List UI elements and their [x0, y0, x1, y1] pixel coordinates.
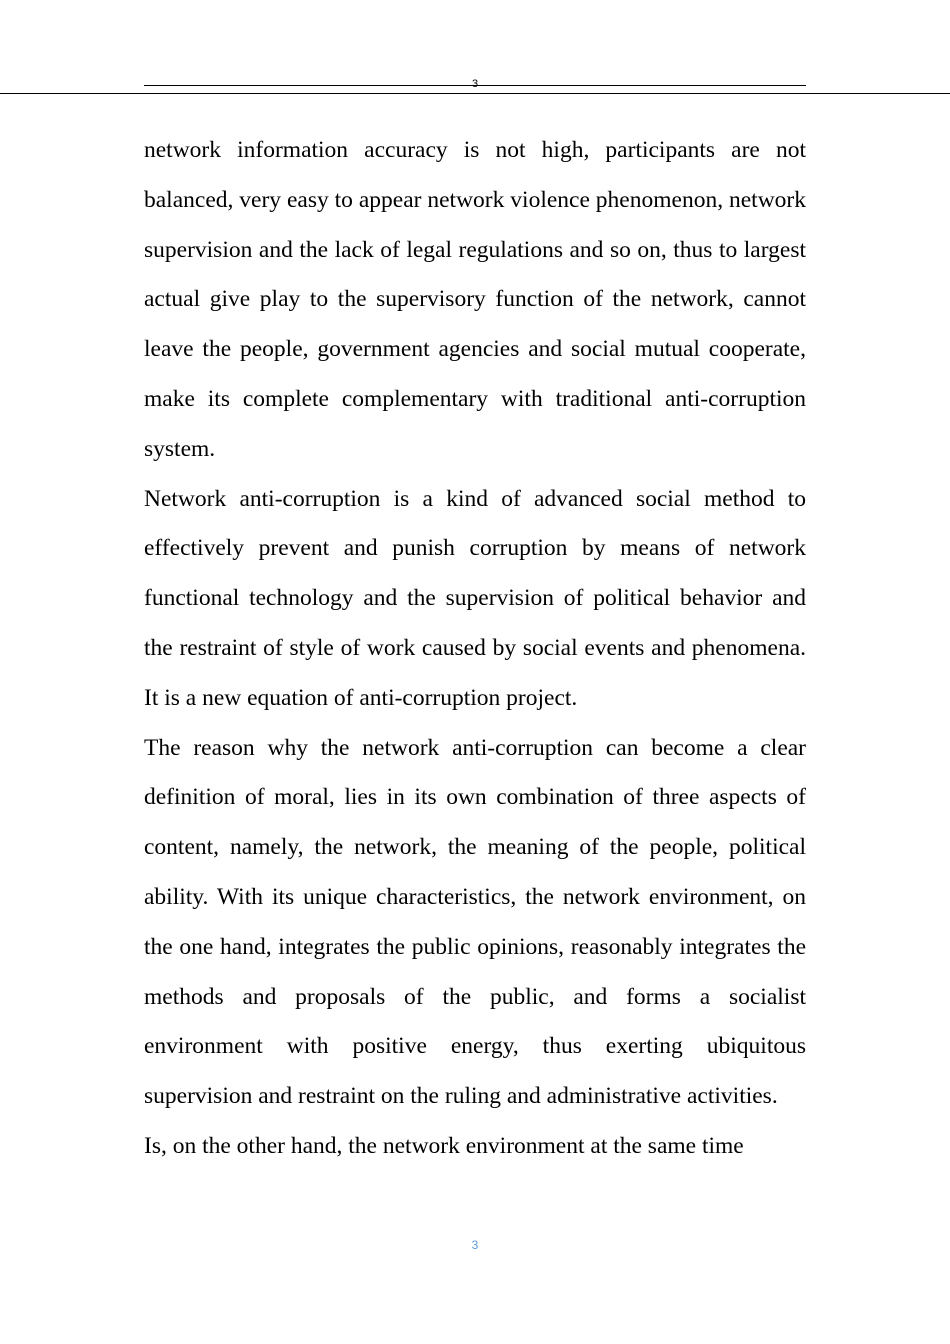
- header-divider: [0, 93, 950, 94]
- paragraph-1: network information accuracy is not high, participants are not balanced, very easy to appear network violence phenomenon, network supervision and the lack of legal regulations and so on, thus to largest actual give play to the supervisory function of the network, cannot leave the people, government agencies and social mutual cooperate, make its complete complementary with traditional anti-corruption system.: [144, 137, 806, 462]
- header-rule: [144, 85, 806, 86]
- paragraph-3: The reason why the network anti-corruption can become a clear definition of moral, lies in its own combination of three aspects of content, namely, the network, the meaning of the people, political ability. With its unique characteristics, the network environment, on the one hand, integrates the public opinions, reasonably integrates the methods and proposals of the public, and forms a socialist environment with positive energy, thus exerting ubiquitous supervision and restraint on the ruling and administrative activities.: [144, 734, 806, 1110]
- paragraph-2: Network anti-corruption is a kind of advanced social method to effectively prevent and punish corruption by means of network functional technology and the supervision of political behavior and the restraint of style of work caused by social events and phenomena. It is a new equation of anti-corruption project.: [144, 485, 806, 711]
- footer-page-number: 3: [471, 1238, 479, 1252]
- document-body: [144, 126, 806, 1172]
- paragraph-4: Is, on the other hand, the network environment at the same time: [144, 1132, 744, 1159]
- header-page-number: 3: [471, 78, 479, 90]
